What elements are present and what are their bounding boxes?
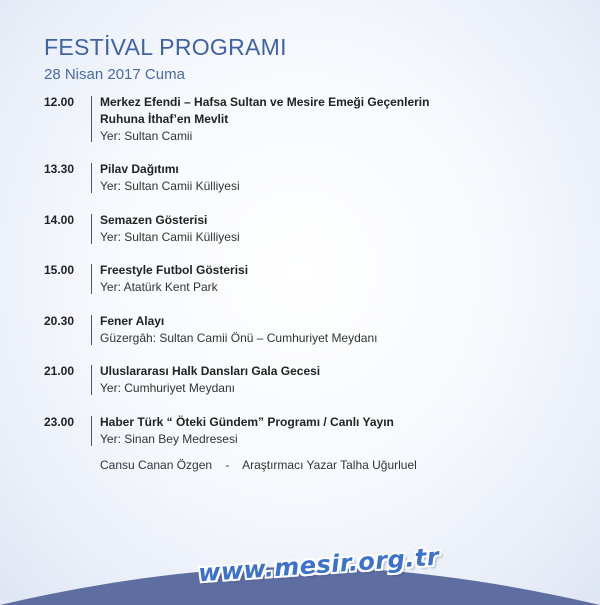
event-location: Yer: Sultan Camii Külliyesi [100,179,240,193]
event-title: Semazen Gösterisi [100,212,208,227]
event-time: 14.00 [44,212,75,227]
time-separator [91,315,92,345]
schedule-item [44,261,564,312]
schedule-item [44,160,564,211]
event-title: Ruhuna İthaf’en Mevlit [100,112,229,126]
schedule-item [44,312,564,363]
schedule-item [44,93,564,160]
event-location: Yer: Sultan Camii Külliyesi [100,229,240,244]
event-guests: Cansu Canan Özgen - Araştırmacı Yazar Talha Uğurluel [100,457,417,472]
event-title: Merkez Efendi – Hafsa Sultan ve Mesire Emeği Geçenlerin [100,95,430,109]
time-separator [91,96,92,142]
event-location: Yer: Atatürk Kent Park [100,280,218,294]
time-separator [91,214,92,244]
event-time: 20.30 [44,313,75,328]
time-separator [91,163,92,193]
schedule-item [44,211,564,262]
event-time: 13.30 [44,162,75,176]
event-time: 15.00 [44,263,75,277]
time-separator [91,416,92,446]
event-location: Yer: Sinan Bey Medresesi [100,431,238,446]
time-separator [91,365,92,395]
event-title: Pilav Dağıtımı [100,162,179,176]
event-title: Freestyle Futbol Gösterisi [100,263,249,277]
event-title: Uluslararası Halk Dansları Gala Gecesi [100,364,321,378]
festival-date: 28 Nisan 2017 Cuma [44,66,185,83]
event-time: 21.00 [44,364,75,378]
event-title: Haber Türk “ Öteki Gündem” Programı / Canlı Yayın [100,414,394,429]
festival-title: FESTİVAL PROGRAMI [44,34,287,60]
time-separator [91,264,92,294]
event-time: 23.00 [44,414,75,429]
event-title: Fener Alayı [100,313,165,328]
website-logo[interactable]: www.mesir.org.tr [197,542,441,588]
schedule-item [44,413,564,493]
event-time: 12.00 [44,95,75,109]
schedule-item [44,362,564,413]
event-location: Güzergâh: Sultan Camii Önü – Cumhuriyet Meydanı [100,330,378,345]
event-location: Yer: Sultan Camii [100,129,193,143]
schedule-list [44,93,564,493]
event-location: Yer: Cumhuriyet Meydanı [100,381,235,395]
